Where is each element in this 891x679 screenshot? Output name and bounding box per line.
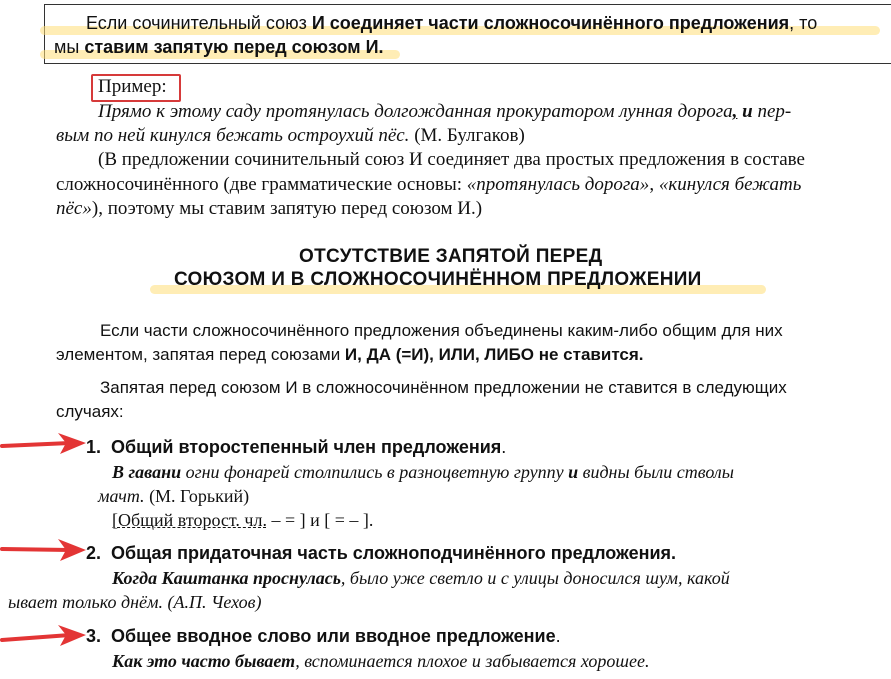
case-example-text: огни фонарей столпились в разноцветную группу: [181, 462, 569, 482]
rule-line-1: [86, 12, 817, 34]
case-example-text: видны были стволы: [578, 462, 734, 482]
example-label: Пример:: [98, 76, 167, 97]
explanation-text: ), поэтому мы ставим запятую перед союзом И.): [91, 198, 483, 219]
case-example-text: мачт.: [98, 486, 145, 506]
rule-text: Если сочинительный союз: [86, 13, 312, 33]
example-sentence-line-1: [98, 101, 791, 123]
case-2-example-line-1: [112, 567, 730, 589]
scheme-text: [Общий второст. чл.: [112, 510, 267, 530]
case-1-title: [86, 436, 506, 458]
case-3-example-line-1: [112, 650, 650, 672]
example-text: вым по ней кинулся бежать остроухий пёс.: [56, 125, 410, 146]
example-text: пер-: [752, 101, 792, 122]
scheme-text: – = ] и [ = – ].: [266, 510, 374, 530]
explanation-line-1: (В предложении сочинительный союз И соединяет два простых предложения в составе: [98, 149, 805, 170]
rule-text: мы: [54, 37, 85, 57]
case-title-end: .: [501, 437, 507, 457]
explanation-text: сложносочинённого (две грамматические основы:: [56, 174, 467, 195]
case-example-text: , вспоминается плохое и забывается хорошее.: [295, 651, 650, 671]
case-2-title: [86, 542, 676, 564]
case-example-bold: Когда Каштанка проснулась: [112, 568, 341, 588]
arrow-right-icon: [0, 537, 88, 563]
explanation-quote: пёс»: [56, 198, 92, 219]
explanation-text: ,: [649, 174, 659, 195]
paragraph-2-line-2: случаях:: [56, 402, 124, 421]
case-title-end: .: [555, 626, 561, 646]
case-number: 2.: [86, 543, 102, 563]
case-example-text: , было уже светло и с улицы доносился шум, какой: [340, 568, 730, 588]
case-1-scheme: [112, 509, 373, 531]
example-and: и: [737, 101, 753, 122]
paragraph-2-line-1: Запятая перед союзом И в сложносочинённом предложении не ставится в следующих: [100, 378, 787, 397]
case-number: 1.: [86, 437, 102, 457]
explanation-line-3: [56, 198, 482, 220]
section-heading-line-1: ОТСУТСТВИЕ ЗАПЯТОЙ ПЕРЕД: [299, 246, 603, 267]
case-example-author: (М. Горький): [144, 486, 250, 506]
example-text: Прямо к этому саду протянулась долгожданная прокуратором лунная дорога: [98, 101, 733, 122]
arrow-right-icon: [0, 431, 88, 457]
rule-text: , то: [789, 13, 818, 33]
case-title: Общее вводное слово или вводное предложение: [111, 626, 556, 646]
paragraph-1-line-1: Если части сложносочинённого предложения объединены каким-либо общим для них: [100, 321, 783, 340]
case-number: 3.: [86, 626, 102, 646]
paragraph-1-line-2: [56, 344, 644, 366]
case-1-example-line-1: [112, 461, 734, 483]
case-title: Общая придаточная часть сложноподчинённого предложения.: [111, 543, 677, 563]
arrow-right-icon: [0, 624, 88, 650]
example-sentence-line-2: [56, 125, 525, 147]
case-1-example-line-2: [98, 485, 249, 507]
case-2-example-line-2: ывает только днём. (А.П. Чехов): [8, 592, 262, 612]
example-author: (М. Булгаков): [409, 125, 525, 146]
rule-text-bold: ставим запятую перед союзом И.: [84, 37, 384, 57]
explanation-quote: «кинулся бежать: [658, 174, 802, 195]
case-example-bold: Как это часто бывает: [112, 651, 296, 671]
explanation-line-2: [56, 174, 801, 196]
example-comma: ,: [732, 101, 738, 122]
explanation-quote: «протянулась дорога»: [466, 174, 650, 195]
case-title: Общий второстепенный член предложения: [111, 437, 502, 457]
paragraph-text-bold: И, ДА (=И), ИЛИ, ЛИБО не ставится.: [344, 345, 644, 364]
case-example-bold: и: [568, 462, 579, 482]
section-heading-line-2: СОЮЗОМ И В СЛОЖНОСОЧИНЁННОМ ПРЕДЛОЖЕНИИ: [174, 269, 702, 290]
case-3-title: [86, 625, 561, 647]
paragraph-text: элементом, запятая перед союзами: [56, 345, 345, 364]
rule-text-bold: И соединяет части сложносочинённого предложения: [311, 13, 790, 33]
case-example-bold: В гавани: [112, 462, 182, 482]
rule-line-2: [54, 36, 384, 58]
